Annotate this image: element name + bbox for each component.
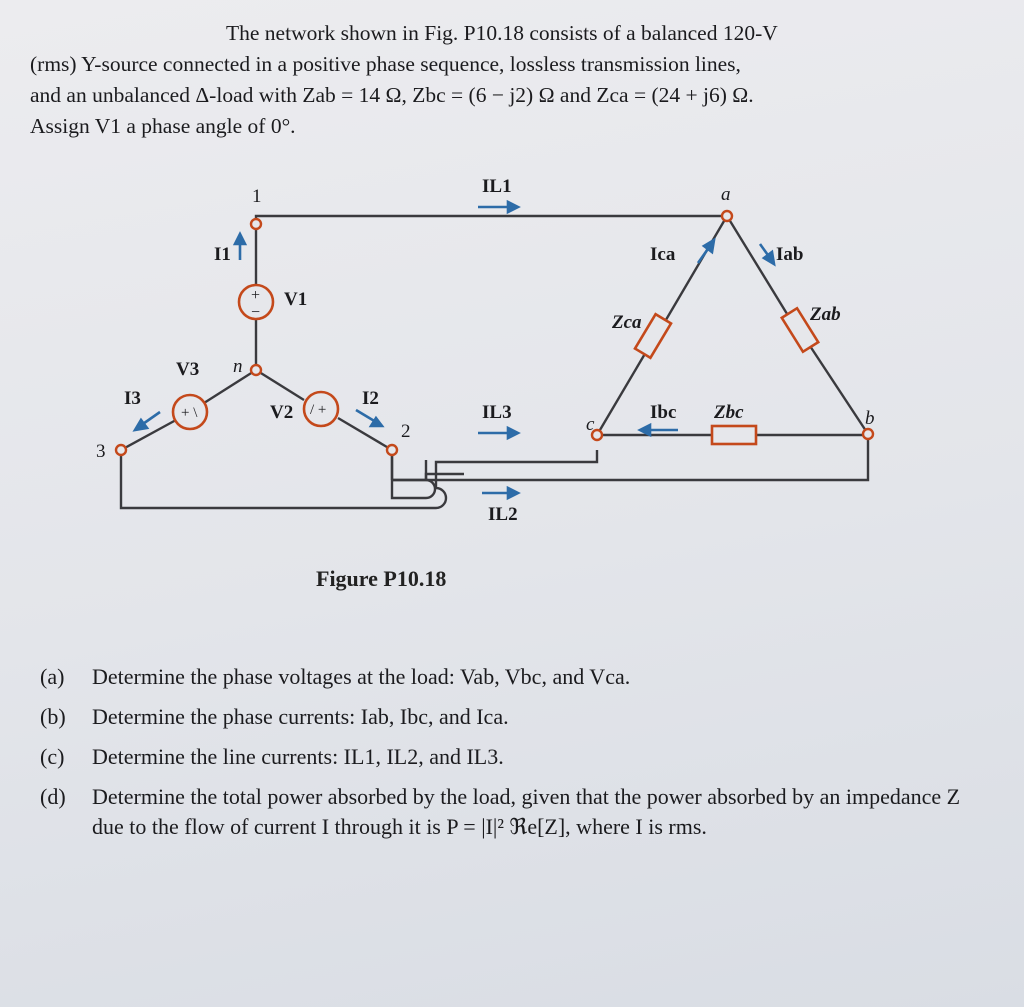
question-list (40, 662, 990, 852)
wire-line-1 (256, 216, 727, 224)
question-label: (b) (40, 704, 66, 729)
label-zca: Zca (612, 312, 642, 333)
problem-line-4: Assign V1 a phase angle of 0°. (30, 114, 296, 138)
node-1 (251, 219, 261, 229)
v1-plus-sign: + (251, 287, 261, 304)
label-il2: IL2 (488, 504, 518, 525)
question-item (40, 662, 990, 692)
label-iab: Iab (776, 244, 804, 265)
label-il3: IL3 (482, 402, 512, 423)
label-i1: I1 (214, 244, 231, 265)
question-label: (a) (40, 664, 65, 689)
label-zbc: Zbc (714, 402, 744, 423)
node-b (863, 429, 873, 439)
v3-polarity: + \ (181, 405, 198, 421)
label-ibc: Ibc (650, 402, 677, 423)
node-2 (387, 445, 397, 455)
label-node-3: 3 (96, 441, 106, 462)
problem-statement (30, 18, 950, 142)
impedances (635, 308, 818, 444)
label-v1: V1 (284, 289, 308, 310)
problem-line-3: and an unbalanced Δ-load with Zab = 14 Ω, Zbc = (6 − j2) Ω and Zca = (24 + j6) Ω. (30, 83, 754, 107)
label-il1: IL1 (482, 176, 512, 197)
v1-minus-sign: − (251, 304, 261, 321)
v2-polarity: / + (310, 402, 327, 418)
label-v2: V2 (270, 402, 294, 423)
node-a (722, 211, 732, 221)
node-n (251, 365, 261, 375)
label-node-2: 2 (401, 421, 411, 442)
problem-line-1: The network shown in Fig. P10.18 consists of a balanced 120-V (226, 21, 778, 45)
figure-caption: Figure P10.18 (316, 566, 447, 591)
question-item (40, 782, 990, 842)
label-v3: V3 (176, 359, 200, 380)
question-text: Determine the phase currents: Iab, Ibc, and Ica. (92, 704, 509, 729)
question-label: (c) (40, 744, 65, 769)
label-node-a: a (721, 184, 731, 205)
label-node-c: c (586, 414, 595, 435)
question-item (40, 702, 990, 732)
label-zab: Zab (810, 304, 841, 325)
label-node-n: n (233, 356, 243, 377)
label-i3: I3 (124, 388, 141, 409)
problem-line-2: (rms) Y-source connected in a positive phase sequence, lossless transmission lines, (30, 52, 741, 76)
label-ica: Ica (650, 244, 676, 265)
question-item (40, 742, 990, 772)
circuit-labels (96, 176, 875, 525)
label-node-b: b (865, 408, 875, 429)
zbc-resistor (712, 426, 756, 444)
question-label: (d) (40, 784, 66, 809)
question-text: Determine the phase voltages at the load: Vab, Vbc, and Vca. (92, 664, 631, 689)
node-3 (116, 445, 126, 455)
label-node-1: 1 (252, 186, 262, 207)
i2-arrow (356, 410, 376, 422)
label-i2: I2 (362, 388, 379, 409)
question-text: Determine the total power absorbed by the load, given that the power absorbed by an impedance Z due to the flow of current I through it is P = |I|² ℜe[Z], where I is rms. (92, 784, 961, 839)
question-text: Determine the line currents: IL1, IL2, and IL3. (92, 744, 504, 769)
circuit-diagram (0, 160, 1024, 580)
